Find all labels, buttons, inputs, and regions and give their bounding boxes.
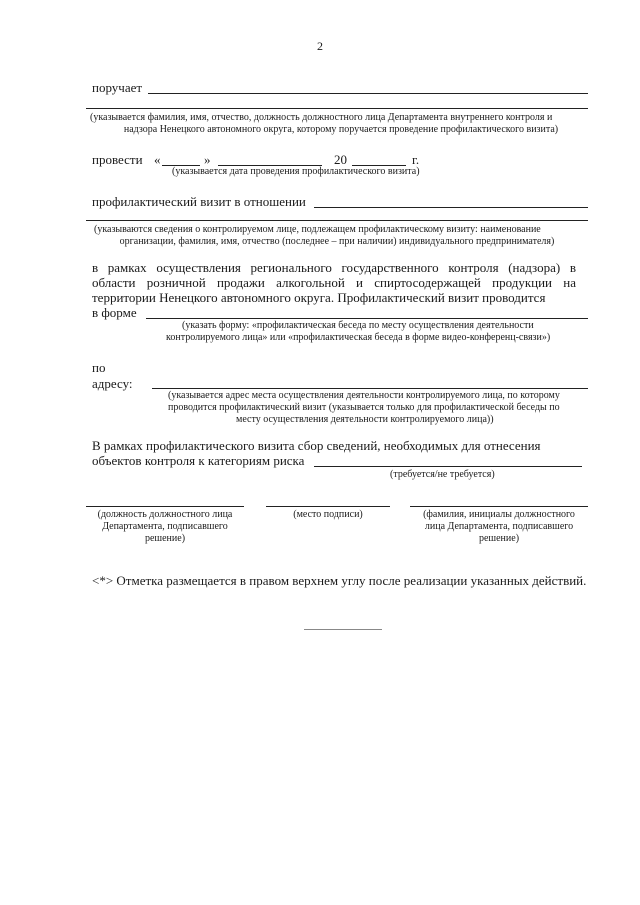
position-hint-line2: Департамента, подписавшего [102,521,228,532]
closing-separator [304,629,382,630]
name-hint-line1: (фамилия, инициалы должностного [423,509,575,520]
signature-place-line[interactable] [266,506,390,507]
framework-line2: области розничной продажи алкогольной и спиртосодержащей продукции на [92,275,576,290]
address-hint-line2: проводится профилактический визит (указывается только для профилактической беседы по [168,402,560,413]
controlled-person-hint-line2: организации, фамилия, имя, отчество (последнее – при наличии) индивидуального предпринимателя) [119,236,555,247]
name-hint-line3: решение) [478,533,520,544]
address-hint-line3: месту осуществления деятельности контролируемого лица)) [236,414,494,425]
page-number: 2 [317,39,323,53]
visit-regarding-label: профилактический визит в отношении [92,194,306,209]
address-hint-line1: (указывается адрес места осуществления деятельности контролируемого лица, по которому [168,390,560,401]
year-suffix: г. [412,152,420,167]
year-prefix: 20 [334,152,347,167]
assigns-label: поручает [92,80,143,95]
position-hint-line1: (должность должностного лица [97,509,233,520]
date-hint: (указывается дата проведения профилактического визита) [172,166,420,177]
assignee-hint-line2: надзора Ненецкого автономного округа, которому поручается проведение профилактического визита) [123,124,559,135]
form-hint-line2: контролируемого лица» или «профилактическая беседа в форме видео-конференц-связи») [166,332,551,343]
risk-line2: объектов контроля к категориям риска [92,453,305,468]
signature-place-hint: (место подписи) [293,509,363,520]
form-hint-line1: (указать форму: «профилактическая беседа по месту осуществления деятельности [182,320,534,331]
position-hint-line3: решение) [144,533,186,544]
open-quote: « [154,152,161,167]
close-quote: » [204,152,211,167]
assignee-continuation-line[interactable] [86,108,588,109]
name-signature-line[interactable] [410,506,588,507]
form-label: в форме [92,305,137,320]
controlled-person-hint-line1: (указываются сведения о контролируемом лице, подлежащем профилактическому визиту: наименование [94,224,541,235]
risk-hint: (требуется/не требуется) [390,469,495,480]
controlled-person-continuation-line[interactable] [86,220,588,221]
assignee-hint-line1: (указывается фамилия, имя, отчество, должность должностного лица Департамента внутреннего контроля и [90,112,553,123]
address-label-line2: адресу: [92,376,133,391]
risk-line1: В рамках профилактического визита сбор сведений, необходимых для отнесения [92,438,541,453]
footnote: <*> Отметка размещается в правом верхнем углу после реализации указанных действий. [92,573,587,588]
address-label-line1: по [92,360,106,375]
position-signature-line[interactable] [86,506,244,507]
conduct-label: провести [92,152,143,167]
framework-line3: территории Ненецкого автономного округа. Профилактический визит проводится [92,290,546,305]
form-field-line[interactable] [146,318,588,319]
risk-field-line[interactable] [314,466,582,467]
controlled-person-field-line[interactable] [314,207,588,208]
address-field-line[interactable] [152,388,588,389]
assignee-field-line[interactable] [148,93,588,94]
framework-line1: в рамках осуществления регионального государственного контроля (надзора) в [92,260,576,275]
name-hint-line2: лица Департамента, подписавшего [424,521,574,532]
